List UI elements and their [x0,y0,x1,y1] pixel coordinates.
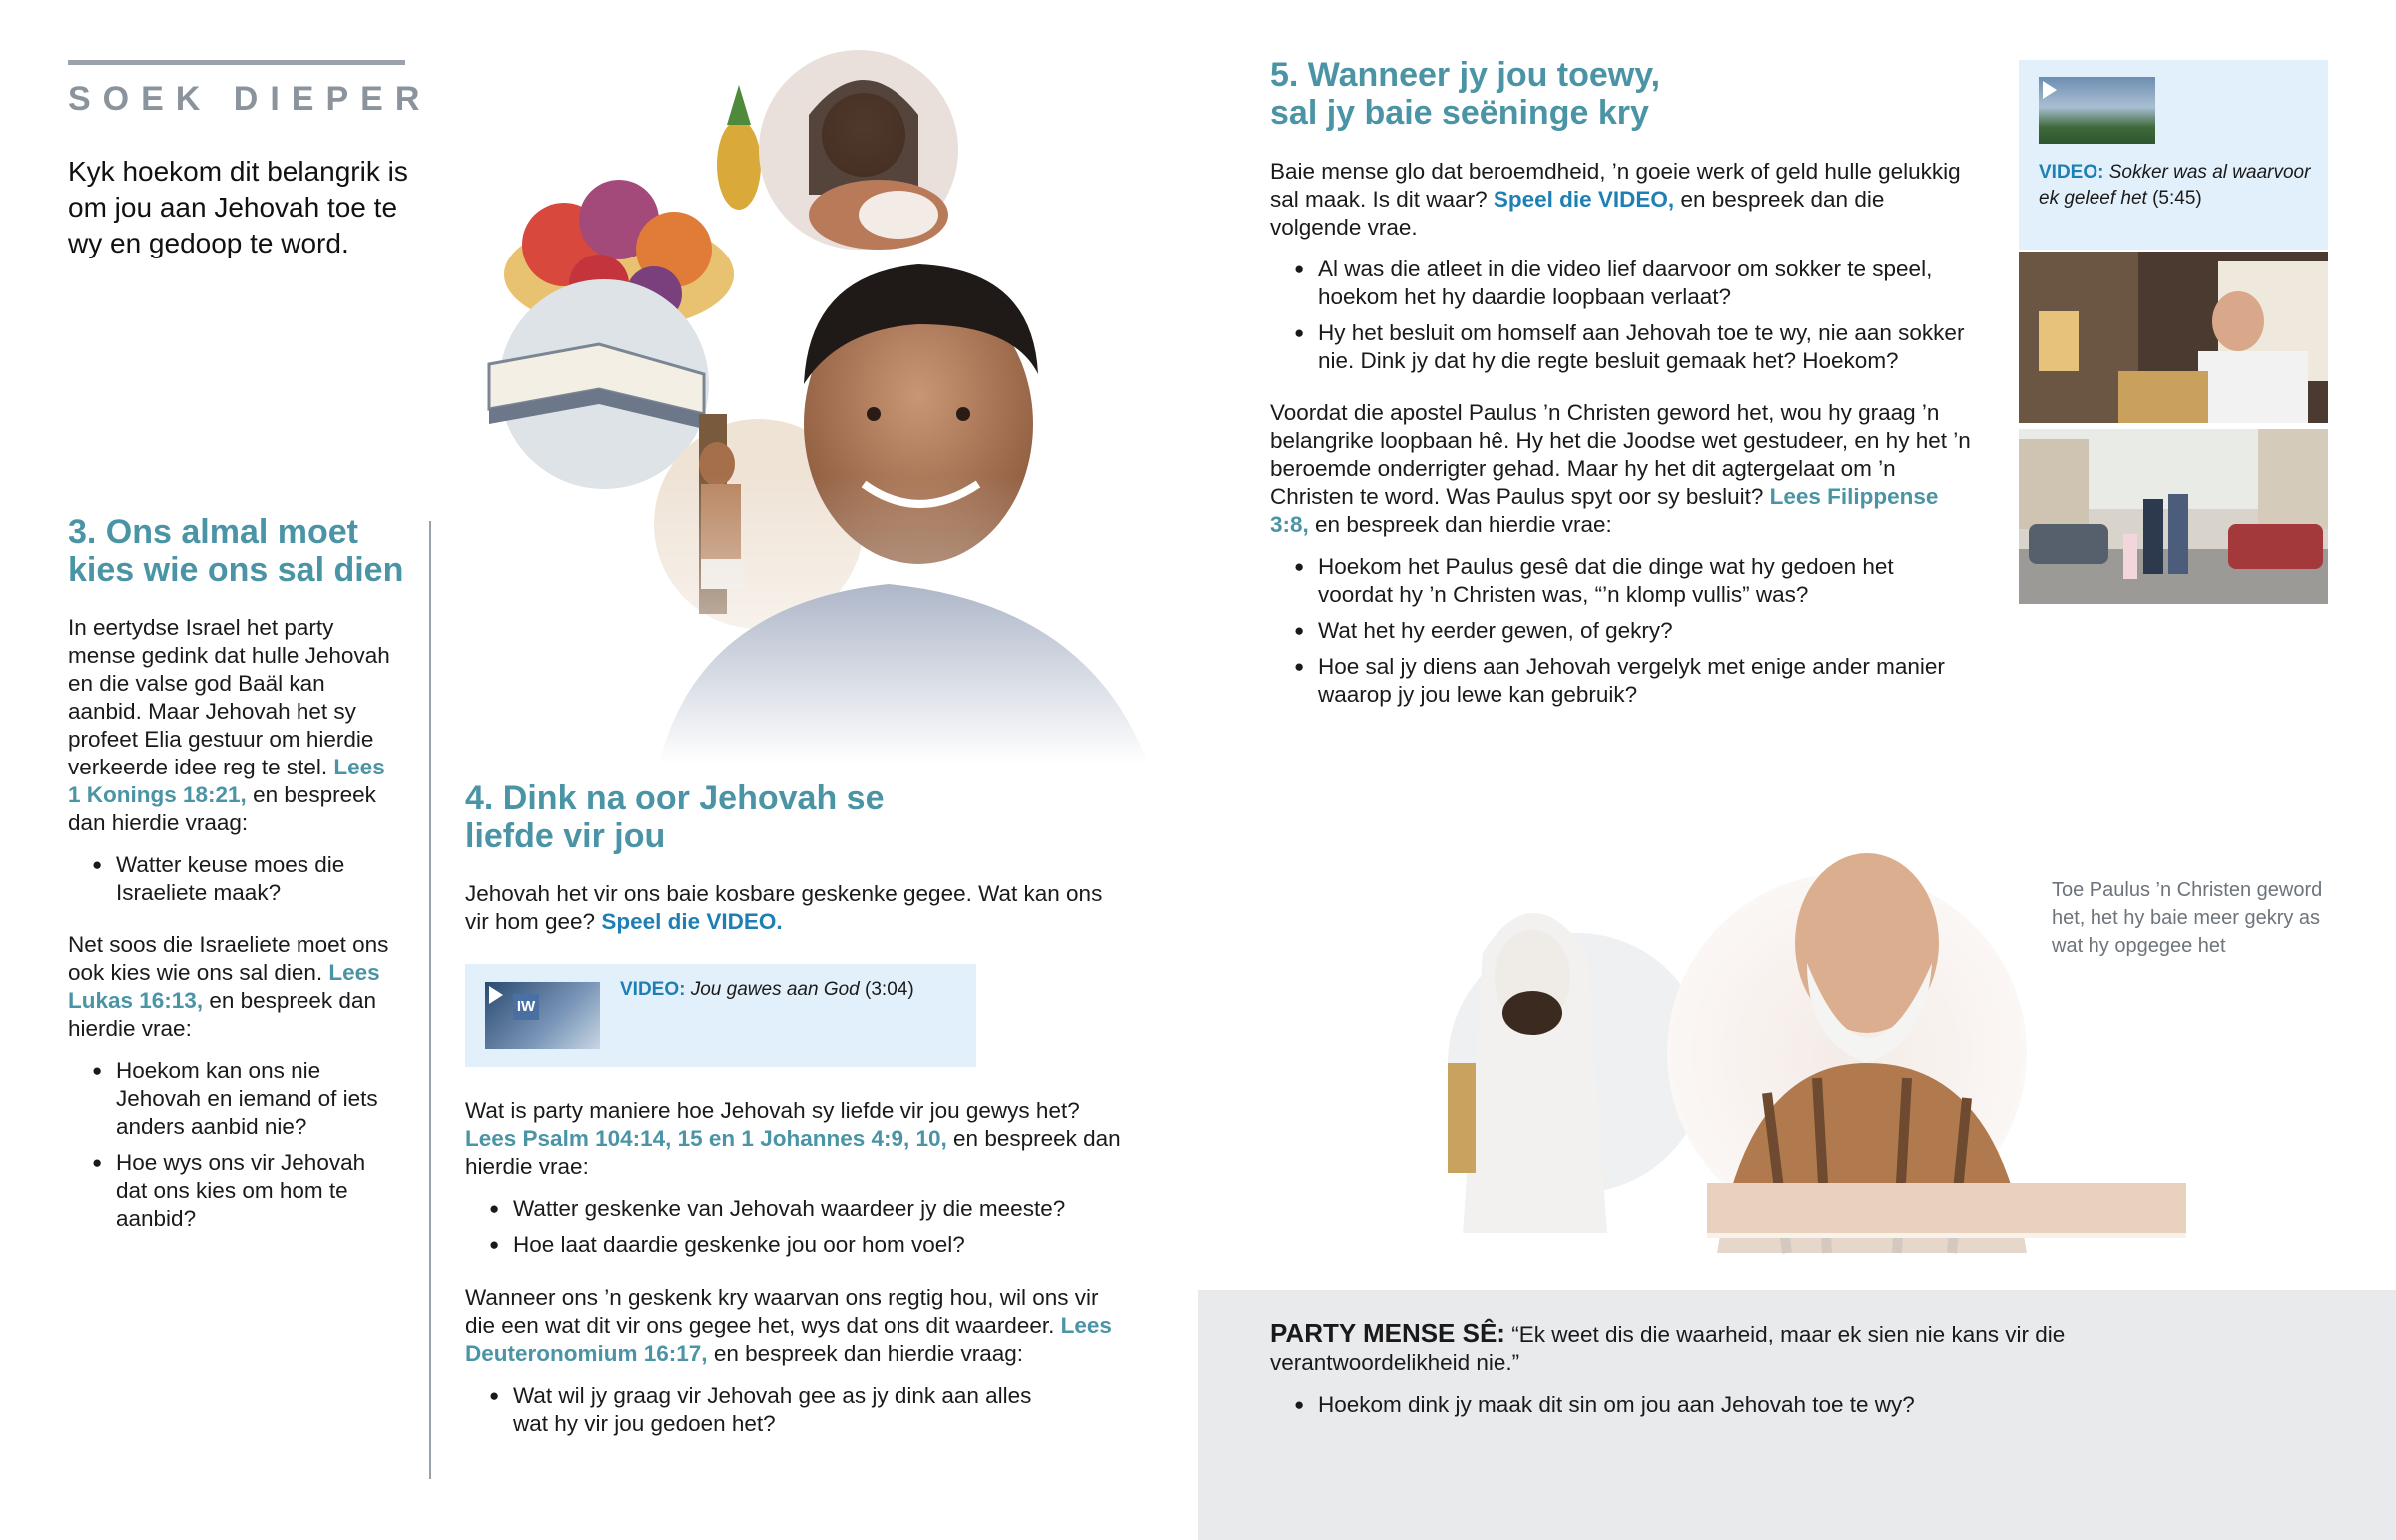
gifts-collage-illustration [469,45,1178,764]
scripture-link-lukas[interactable]: Lees Lukas 16:13, [68,960,380,1013]
section-5-questions-1 [1270,256,1971,375]
party-mense-quote: PARTY MENSE SÊ: “Ek weet dis die waarheid, maar ek sien nie kans vir die verantwoordelikheid nie.” [1270,1318,2066,1375]
section-4-paragraph-3: Wanneer ons ’n geskenk kry waarvan ons regtig hou, wil ons vir die een wat dit vir ons gegee het, wys dat ons dit waardeer. Lees Deuteronomium 16:17, en bespreek dan hierdie vraag: [465,1285,1112,1366]
scripture-link-psalm-johannes[interactable]: Lees Psalm 104:14, 15 en 1 Johannes 4:9, 10, [465,1126,947,1151]
column-divider [429,521,431,1479]
video-thumbnail-gifts[interactable] [485,982,600,1049]
video-caption-soccer: VIDEO: Sokker was al waarvoor ek geleef het (5:45) [2039,162,2311,209]
paul-caption: Toe Paulus ’n Christen geword het, het hy baie meer gekry as wat hy opgegee het [2052,879,2323,957]
intro-text: Kyk hoekom dit belangrik is om jou aan Jehovah toe te wy en gedoop te word. [68,156,408,258]
question-item: ● Al was die atleet in die video lief daarvoor om sokker te speel, hoekom het hy daardie loopbaan verlaat? [1270,256,1971,311]
section-3-questions-1 [68,851,402,907]
section-4-questions-3 [465,1382,1044,1438]
section-4-title: 4. Dink na oor Jehovah se liefde vir jou [465,779,885,855]
section-4-questions-2 [465,1195,1124,1259]
play-icon [489,986,503,1004]
play-video-link-soccer[interactable]: Speel die VIDEO, [1493,187,1675,212]
section-3-title: 3. Ons almal moet kies wie ons sal dien [68,513,404,589]
party-mense-questions [1270,1391,2148,1419]
play-icon [2043,81,2057,99]
young-saul-icon [1448,913,1607,1233]
kicker-rule [68,60,405,65]
section-3-body [68,614,402,1233]
jw-logo-badge: IW [513,994,539,1020]
question-item: ● Watter keuse moes die Israeliete maak? [68,851,402,907]
question-item: ● Hoe laat daardie geskenke jou oor hom voel? [465,1231,1124,1259]
question-item: ● Hoekom kan ons nie Jehovah en iemand of iets anders aanbid nie? [68,1057,402,1141]
section-4-paragraph-1: Jehovah het vir ons baie kosbare geskenke gegee. Wat kan ons vir hom gee? Speel die VIDEO. [465,881,1103,934]
man-laptop-photo [2019,252,2328,423]
section-3-questions-2 [68,1057,402,1233]
section-5-body [1270,158,1971,709]
section-5-paragraph-2: Voordat die apostel Paulus ’n Christen geword het, wou hy graag ’n belangrike loopbaan hê. Hy het die Joodse wet gestudeer, en hy het ’n beroemde onderrigter gehad. Maar hy het dit agtergelaat om ’n Christen te word. Was Paulus spyt oor sy besluit? Lees Filippense 3:8, en bespreek dan hierdie vrae: [1270,400,1971,537]
question-item: ● Hy het besluit om homself aan Jehovah toe te wy, nie aan sokker nie. Dink jy dat hy die regte besluit gemaak het? Hoekom? [1270,319,1971,375]
question-item: ● Hoe sal jy diens aan Jehovah vergelyk met enige ander manier waarop jy jou lewe kan gebruik? [1270,653,1971,709]
section-5-paragraph-1: Baie mense glo dat beroemdheid, ’n goeie werk of geld hulle gelukkig sal maak. Is dit waar? Speel die VIDEO, en bespreek dan die volgende vrae. [1270,159,1961,240]
section-5-title: 5. Wanneer jy jou toewy, sal jy baie seëninge kry [1270,56,1661,132]
question-item: ● Hoe wys ons vir Jehovah dat ons kies om hom te aanbid? [68,1149,402,1233]
scripture-link-filippense[interactable]: Lees Filippense 3:8, [1270,484,1939,537]
kicker: SOEK DIEPER [68,80,432,118]
section-3-paragraph-1: In eertydse Israel het party mense gedink dat hulle Jehovah en die valse god Baäl kan aanbid. Maar Jehovah het sy profeet Elia gestuur om hierdie verkeerde idee reg te stel. Lees 1 Konings 18:21, en bespreek dan hierdie vraag: [68,615,390,835]
section-3-paragraph-2: Net soos die Israeliete moet ons ook kies wie ons sal dien. Lees Lukas 16:13, en bespreek dan hierdie vrae: [68,932,389,1041]
question-item: ● Hoekom dink jy maak dit sin om jou aan Jehovah toe te wy? [1270,1391,2148,1419]
family-street-photo [2019,429,2328,604]
question-item: ● Hoekom het Paulus gesê dat die dinge wat hy gedoen het voordat hy ’n Christen was, “’n klomp vullis” was? [1270,553,1971,609]
scripture-link-deuteronomium[interactable]: Lees Deuteronomium 16:17, [465,1313,1112,1366]
question-item: ● Wat het hy eerder gewen, of gekry? [1270,617,1971,645]
video-thumbnail-soccer[interactable] [2039,77,2155,144]
play-video-link-gifts[interactable]: Speel die VIDEO. [601,909,783,934]
scripture-link-1-konings[interactable]: Lees 1 Konings 18:21, [68,755,385,807]
section-4-body-2 [465,1097,1124,1438]
party-mense-content [1270,1319,2148,1419]
section-4-paragraph-2: Wat is party maniere hoe Jehovah sy liefde vir jou gewys het? Lees Psalm 104:14, 15 en 1 Johannes 4:9, 10, en bespreek dan hierdie vrae: [465,1098,1121,1179]
question-item: ● Wat wil jy graag vir Jehovah gee as jy dink aan alles wat hy vir jou gedoen het? [465,1382,1044,1438]
section-4-body [465,880,1124,936]
video-box-gifts[interactable] [465,964,976,1067]
video-caption-gifts: VIDEO: Jou gawes aan God (3:04) [620,979,914,1000]
section-5-questions-2 [1270,553,1971,709]
question-item: ● Watter geskenke van Jehovah waardeer jy die meeste? [465,1195,1124,1223]
video-box-soccer[interactable] [2019,60,2328,250]
